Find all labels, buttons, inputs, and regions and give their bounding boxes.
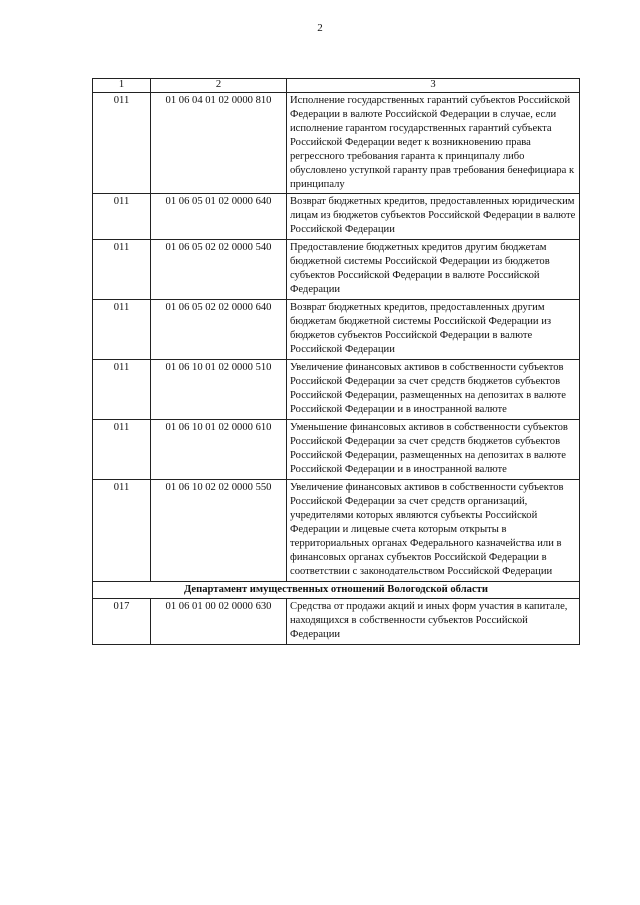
header-cell-column-3: 3 bbox=[287, 79, 580, 93]
table-body bbox=[93, 79, 580, 645]
budget-classification-code-cell: 01 06 04 01 02 0000 810 bbox=[151, 92, 287, 194]
budget-classification-code-cell: 01 06 10 01 02 0000 510 bbox=[151, 360, 287, 420]
table-row bbox=[93, 479, 580, 581]
admin-code-cell: 011 bbox=[93, 194, 151, 240]
page-number: 2 bbox=[317, 22, 323, 34]
admin-code-cell: 011 bbox=[93, 300, 151, 360]
source-name-cell: Уменьшение финансовых активов в собственности субъектов Российской Федерации за счет средств бюджетов субъектов Российской Федерации, размещенных на депозитах в валюте Российской Федерации и в иностранной валюте bbox=[287, 420, 580, 480]
admin-code-cell: 011 bbox=[93, 360, 151, 420]
budget-classification-code-cell: 01 06 01 00 02 0000 630 bbox=[151, 598, 287, 644]
admin-code-cell: 017 bbox=[93, 598, 151, 644]
budget-classification-code-cell: 01 06 10 01 02 0000 610 bbox=[151, 420, 287, 480]
header-cell-column-2: 2 bbox=[151, 79, 287, 93]
table-row bbox=[93, 360, 580, 420]
admin-code-cell: 011 bbox=[93, 92, 151, 194]
source-name-cell: Средства от продажи акций и иных форм участия в капитале, находящихся в собственности субъектов Российской Федерации bbox=[287, 598, 580, 644]
table-row bbox=[93, 92, 580, 194]
table-row bbox=[93, 194, 580, 240]
source-name-cell: Возврат бюджетных кредитов, предоставленных другим бюджетам бюджетной системы Российской Федерации из бюджетов субъектов Российской Федерации в валюте Российской Федерации bbox=[287, 300, 580, 360]
source-name-cell: Возврат бюджетных кредитов, предоставленных юридическим лицам из бюджетов субъектов Российской Федерации в валюте Российской Федерации bbox=[287, 194, 580, 240]
table-row bbox=[93, 420, 580, 480]
table-header-row bbox=[93, 79, 580, 93]
section-header-row bbox=[93, 581, 580, 598]
budget-classification-code-cell: 01 06 05 02 02 0000 640 bbox=[151, 300, 287, 360]
source-name-cell: Увеличение финансовых активов в собственности субъектов Российской Федерации за счет средств бюджетов субъектов Российской Федерации, размещенных на депозитах в валюте Российской Федерации и в иностранной валюте bbox=[287, 360, 580, 420]
admin-code-cell: 011 bbox=[93, 420, 151, 480]
admin-code-cell: 011 bbox=[93, 479, 151, 581]
source-name-cell: Увеличение финансовых активов в собственности субъектов Российской Федерации за счет средств организаций, учредителями которых являются субъекты Российской Федерации и лицевые счета которым открыты в территориальных органах Федерального казначейства или в финансовых органах субъектов Российской Федерации в соответствии с законодательством Российской Федерации bbox=[287, 479, 580, 581]
source-name-cell: Исполнение государственных гарантий субъектов Российской Федерации в валюте Российской Федерации в случае, если исполнение гарантом государственных гарантий субъекта Российской Федерации ведет к возникновению права регрессного требования гаранта к принципалу либо обусловлено уступкой гаранту прав требования бенефициара к принципалу bbox=[287, 92, 580, 194]
table-row bbox=[93, 300, 580, 360]
section-title: Департамент имущественных отношений Вологодской области bbox=[93, 581, 580, 598]
budget-classification-code-cell: 01 06 05 01 02 0000 640 bbox=[151, 194, 287, 240]
source-name-cell: Предоставление бюджетных кредитов другим бюджетам бюджетной системы Российской Федерации из бюджетов субъектов Российской Федерации в валюте Российской Федерации bbox=[287, 240, 580, 300]
admin-code-cell: 011 bbox=[93, 240, 151, 300]
table-row bbox=[93, 598, 580, 644]
budget-sources-table bbox=[92, 78, 580, 645]
header-cell-column-1: 1 bbox=[93, 79, 151, 93]
table-row bbox=[93, 240, 580, 300]
budget-classification-code-cell: 01 06 10 02 02 0000 550 bbox=[151, 479, 287, 581]
budget-classification-code-cell: 01 06 05 02 02 0000 540 bbox=[151, 240, 287, 300]
